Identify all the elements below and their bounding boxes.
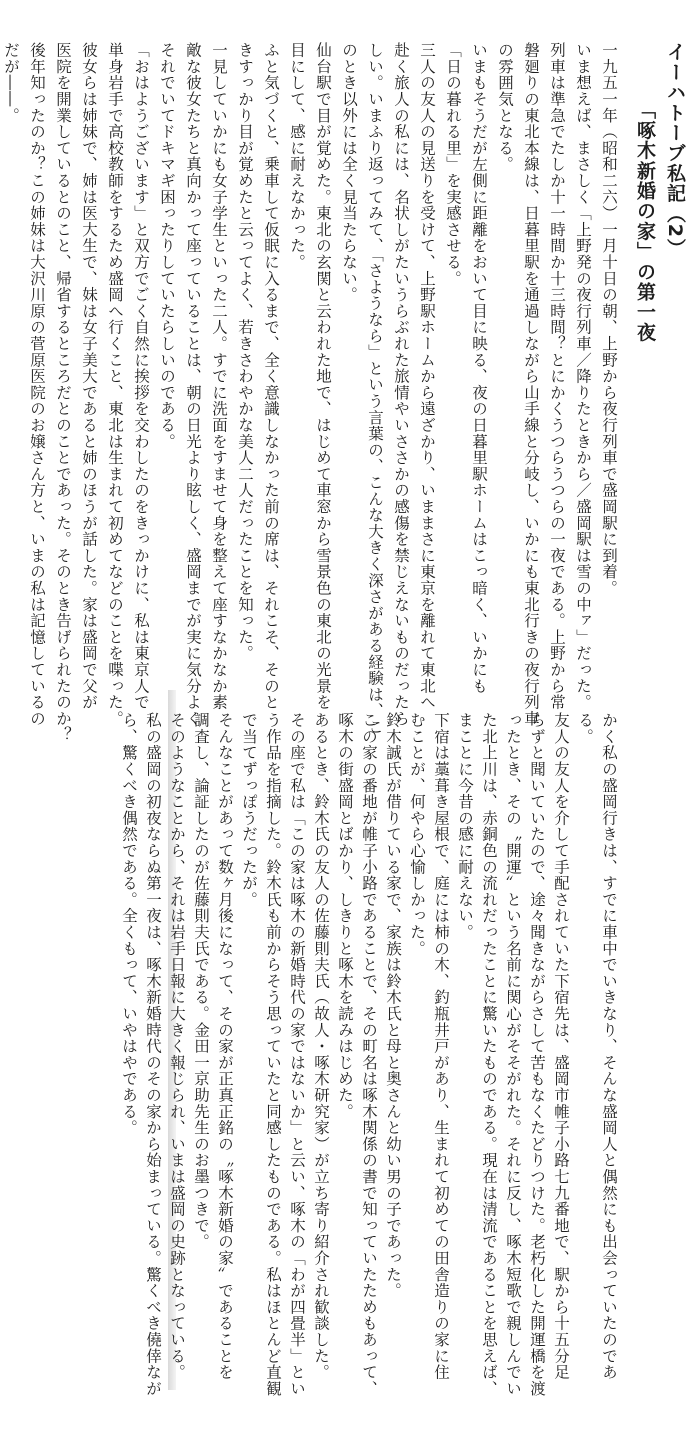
series-title: イーハトーブ私記（2）: [664, 42, 686, 259]
body-line: 下宿は藁葺き屋根で、庭には柿の木、釣瓶井戸があり、生まれて初めての田舎造りの家に住: [432, 712, 450, 1381]
body-line: 磐廻りの東北本線は、日暮里駅を通過しながら山手線と分岐し、いかにも東北行きの夜行列車: [522, 42, 540, 727]
body-line: 彼女らは姉妹で、姉は医大生で、妹は女子美大であると姉のほうが話した。家は盛岡で父が: [80, 42, 98, 711]
body-line: まことに今昔の感に耐えない。: [456, 712, 474, 941]
body-line: あるとき、鈴木氏の友人の佐藤則夫氏（故人・啄木研究家）が立ち寄り紹介され歓談した。: [312, 712, 330, 1381]
body-line: 赴く旅人の私には、名状しがたいうらぶれた旅情やいささかの感傷を禁じえないものだったら: [392, 42, 410, 727]
body-line: のとき以外には全く見当たらない。: [340, 42, 358, 303]
body-line: いま想えば、まさしく「上野発の夜行列車／降りたときから／盛岡駅は雪の中ァ」だった。: [574, 42, 592, 711]
body-line: 医院を開業しているとのこと、帰省するところだとのことであった。そのとき告げられたのか？: [54, 42, 72, 743]
body-line: だが――。: [2, 42, 20, 124]
body-line: 三人の友人の見送りを受けて、上野駅ホームから遠ざかり、いままさに東京を離れて東北へ: [418, 42, 436, 711]
body-line: 「日の暮れる里」を実感させる。: [444, 42, 462, 287]
body-line: そんなことがあって数ヶ月後になって、その家が正真正銘の〝啄木新婚の家〟であることを: [216, 712, 234, 1381]
body-line: の雰囲気となる。: [496, 42, 514, 173]
body-line: た北上川は、赤銅色の流れだったことに驚いたものである。現在は清流であることを思えば、: [480, 712, 498, 1397]
article-subtitle: 「啄木新婚の家」の第一夜: [634, 100, 656, 343]
body-line: 敵な彼女たちと真向かって座っていることは、朝の日光より眩しく、盛岡までが実に気分よく: [184, 42, 202, 727]
body-line: 鈴木誠氏が借りている家で、家族は鈴木氏と母と奥さんと幼い男の子であった。: [384, 712, 402, 1299]
body-line: 一九五一年（昭和二六）一月十日の朝、上野から夜行列車で盛岡駅に到着。: [600, 42, 618, 597]
body-line: 調査し、論証したのが佐藤則夫氏である。金田一京助先生のお墨つきで。: [192, 712, 210, 1250]
body-line: ったとき、その〝開運〟という名前に関心がそそがれた。それに反し、啄木短歌で親しんでい: [504, 712, 522, 1397]
body-line: 後年知ったのか？この姉妹は大沢川原の菅原医院のお嬢さん方と、いまの私は記憶しているの: [28, 42, 46, 727]
body-line: 私の盛岡の初夜ならぬ第一夜は、啄木新婚時代のその家から始まっている。驚くべき僥倖なが: [144, 712, 162, 1397]
body-line: 友人の友人を介して手配されていた下宿先は、盛岡市帷子小路七九番地で、駅から十五分足: [552, 712, 570, 1381]
body-line: う作品を指摘した。鈴木氏も前からそう思っていたと同感したものである。私はほとんど直観: [264, 712, 282, 1397]
body-line: その座で私は「この家は啄木の新婚時代の家ではないか」と云い、啄木の「わが四畳半」とい: [288, 712, 306, 1397]
body-line: 目にして、感に耐えなかった。: [288, 42, 306, 271]
body-line: 仙台駅で目が覚めた。東北の玄関と云われた地で、はじめて車窓から雪景色の東北の光景を: [314, 42, 332, 711]
body-line: 単身岩手で高校教師をするため盛岡へ行くこと、東北は生まれて初めてなどのことを喋った。: [106, 42, 124, 727]
body-line: むことが、何やら心愉しかった。: [408, 712, 426, 957]
body-line: 啄木の街盛岡とばかり、しきりと啄木を読みはじめた。: [336, 712, 354, 1120]
body-line: かく私の盛岡行きは、すでに車中でいきなり、そんな盛岡人と偶然にも出会っていたのであ: [600, 712, 618, 1381]
body-line: それでいてドキマギ困ったりしていたらしいのである。: [158, 42, 176, 450]
body-line: ふと気づくと、乗車して仮眠に入るまで、全く意識しなかった前の席は、それこそ、そのと: [262, 42, 280, 711]
body-line: きすっかり目が覚めたと云ってよく、若きさわやかな美人二人だったことを知った。: [236, 42, 254, 662]
body-line: らずと聞いていたので、途々聞きながらさして苦もなくたどりつけた。老朽化した開運橋を渡: [528, 712, 546, 1397]
body-line: で当てずっぽうだったが。: [240, 712, 258, 908]
body-line: いまもそうだが左側に距離をおいて目に映る、夜の日暮里駅ホームはこっ暗く、いかにも: [470, 42, 488, 694]
body-line: ら、驚くべき偶然である。全くもって、いやはやである。: [120, 712, 138, 1136]
body-line: 「おはようございます」と双方でごく自然に挨拶を交わしたのをきっかけに、私は東京人で: [132, 42, 150, 711]
body-line: 一見していかにも女子学生といった二人。すでに洗面をすませて身を整えて座すなかなか素: [210, 42, 228, 711]
body-line: この家の番地が帷子小路であることで、その町名は啄木関係の書で知っていたためもあって、: [360, 712, 378, 1397]
body-line: る。: [576, 712, 594, 745]
body-line: そのようなことから、それは岩手日報に大きく報じられ、いまは盛岡の史跡となっている。: [168, 712, 186, 1381]
body-line: 列車は準急でたしか十一時間か十三時間？とにかくうつらうつらの一夜である。上野から常: [548, 42, 566, 711]
body-line: しい。いまふり返ってみて、「さようなら」という言葉の、こんな大きく深さがある経験は、こ: [366, 42, 384, 736]
